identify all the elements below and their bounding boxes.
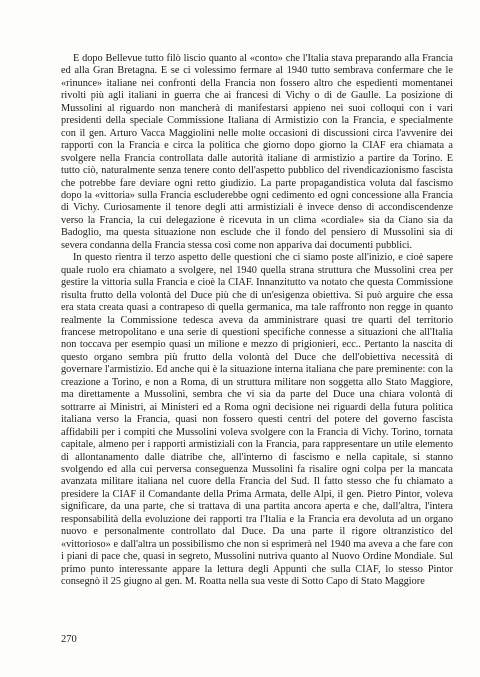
paragraph-2: In questo rientra il terzo aspetto delle questioni che ci siamo poste all'inizio, e cioè sapere quale ruolo era chiamato a svolgere, nel 1940 quella strana struttura che Mussolini crea per gestire la vittoria sulla Francia e cioè la CIAF. Innanzitutto va notato che questa Commissione risulta frutto della volontà del Duce più che di un'esigenza obiettiva. Si può arguire che essa era stata creata quasi a contrapeso di quella germanica, ma tale raffronto non regge in quanto realmente la Commissione tedesca aveva da amministrare quasi tre quarti del territorio francese metropolitano e una serie di questioni specifiche connesse a situazioni che all'Italia non toccava per esempio quasi un milione e mezzo di prigionieri, ecc.. Pertanto la nascita di questo organo sembra più frutto della volontà del Duce che dell'obiettiva necessità di governare l'armistizio. Ed anche qui è la situazione interna italiana che pare preminente: con la creazione a Torino, e non a Roma, di un struttura militare non soggetta allo Stato Maggiore, ma direttamente a Mussolini, sembra che vi sia da parte del Duce una chiara volontà di sottrarre ai Ministri, ai Ministeri ed a Roma ogni decisione nei riguardi della futura politica italiana verso la Francia, quasi non fossero questi centri del potere del governo fascista affidabili per i compiti che Mussolini voleva svolgere con la Francia di Vichy. Torino, tornata capitale, almeno per i rapporti armistiziali con la Francia, para rappresentare un utile elemento di allontanamento dalle diatribe che, all'interno di fascismo e nella capitale, si stanno svolgendo ed alla cui perversa conseguenza Mussolini fa risalire ogni colpa per la mancata avanzata militare italiana nel cuore della Francia del Sud. Il fatto stesso che fu chiamato a presidere la CIAF il Comandante della Prima Armata, delle Alpi, il gen. Pietro Pintor, voleva significare, da una parte, che si trattava di una partita ancora aperta e che, dall'altra, l'intera responsabilità della evoluzione dei rapporti tra l'Italia e la Francia era devoluta ad un organo nuovo e personalmente controllato dal Duce. Da una parte il rigore oltranzistico del «vittorioso» e dall'altra un possibilismo che non si esprimerà nel 1940 ma aveva a che fare con i piani di pace che, quasi in segreto, Mussolini nutriva quanto al Nuovo Ordine Mondiale. Sul primo punto interessante appare la lettura degli Appunti che sulla CIAF, lo stesso Pintor consegnò il 25 giugno al gen. M. Roatta nella sua veste di Sotto Capo di Stato Maggiore	[61, 252, 453, 588]
page-number: 270	[61, 634, 77, 645]
body-text	[61, 53, 453, 588]
paragraph-1: E dopo Bellevue tutto filò liscio quanto al «conto» che l'Italia stava preparando alla Francia ed alla Gran Bretagna. E se ci volessimo fermare al 1940 tutto sembrava confermare che le «rinunce» italiane nei confronti della Francia non fossero altro che espedienti momentanei rivolti più agli italiani in guerra che ai francesi di Vichy o di de Gaulle. La posizione di Mussolini al riguardo non mancherà di manifestarsi appieno nei suoi colloqui con i vari presidenti della speciale Commissione Italiana di Armistizio con la Francia, e specialmente con il gen. Arturo Vacca Maggiolini nelle molte occasioni di discussioni circa l'avvenire dei rapporti con la Francia e circa la politica che giorno dopo giorno la CIAF era chiamata a svolgere nella Francia controllata dalle autorità italiane di armistizio a partire da Torino. E tutto ciò, naturalmente senza tenere conto dell'aspetto pubblico del rivendicazionismo fascista che potrebbe fare deviare ogni retto giudizio. La parte propagandistica voluta dal fascismo dopo la «vittoria» sulla Francia escluderebbe ogni cedimento ed ogni concessione alla Francia di Vichy. Curiosamente il tenore degli atti armistiziali è invece denso di accondiscendenze verso la Francia, la cui delegazione è ricevuta in un clima «cordiale» sia da Ciano sia da Badoglio, ma questa situazione non esclude che il fondo del pensiero di Mussolini sia di severa condanna della Francia stessa così come non appariva dai documenti pubblici.	[61, 53, 453, 251]
